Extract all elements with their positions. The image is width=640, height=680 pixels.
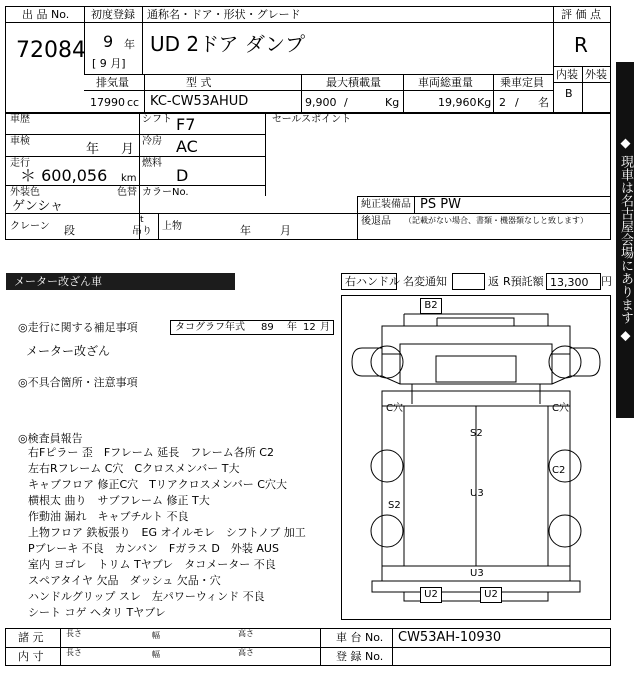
recycle-amount-box — [546, 273, 601, 290]
inspector-line: 上物フロア 鉄板張り EG オイルモレ シフトノブ 加工 — [28, 526, 306, 539]
displacement-label: 排気量 — [96, 76, 129, 89]
inspector-line: 左右Rフレーム C穴 Cクロスメンバー T大 — [28, 462, 240, 475]
divider — [5, 213, 611, 214]
inspector-line: キャブフロア 修正C穴 Tリアクロスメンバー C穴大 — [28, 478, 287, 491]
inspector-line: シート コゲ ヘタリ Tヤブレ — [28, 606, 166, 619]
chassis-number: CW53AH-10930 — [398, 630, 502, 645]
damage-code-c-hole-right: C穴 — [552, 403, 569, 414]
location-sidebar — [616, 62, 634, 418]
inspector-line: 室内 ヨゴレ トリム Tヤブレ タコメーター 不良 — [28, 558, 276, 571]
vehicle-diagram — [341, 295, 611, 620]
crane-stage: 段 — [64, 224, 75, 237]
damage-code-c2-right: C2 — [552, 465, 566, 476]
max-load-slash: / — [344, 96, 348, 109]
length-label: 長さ — [66, 629, 82, 638]
divider — [84, 74, 553, 75]
gross-weight-label: 車両総重量 — [418, 76, 473, 89]
divider — [5, 156, 266, 157]
max-load-value: 9,900 — [305, 96, 337, 109]
divider — [320, 628, 321, 666]
genuine-equip-value: PS PW — [420, 197, 461, 212]
lot-label: 出 品 No. — [22, 8, 70, 21]
capacity-value: 2 — [499, 96, 506, 109]
tacho-box — [170, 320, 334, 335]
overall-grade: R — [574, 33, 588, 57]
tacho-year: 89 — [261, 322, 274, 333]
first-reg-year: 9 — [103, 32, 114, 51]
mileage-unit: km — [121, 173, 137, 184]
sales-point-label: セールスポイント — [272, 114, 352, 125]
divider — [84, 22, 553, 23]
inspection-year-unit: 年 — [86, 142, 100, 157]
name-change-label: 名変通知 — [403, 275, 447, 288]
divider — [357, 196, 611, 197]
name-change-box — [452, 273, 485, 290]
gross-weight-unit: Kg — [477, 96, 492, 109]
upper-month: 月 — [280, 224, 291, 237]
width-label: 幅 — [152, 650, 160, 659]
crane-ton-top: t — [140, 215, 144, 225]
ext-color-value: ゲンシャ — [12, 199, 64, 214]
divider — [158, 213, 159, 240]
naigai-label: 内 寸 — [18, 650, 44, 663]
damage-code-u3-rear: U3 — [470, 568, 484, 579]
color-change-label: 色替 — [117, 187, 137, 198]
displacement-value: 17990 — [90, 96, 125, 109]
damage-code-c-hole-left: C穴 — [386, 403, 403, 414]
damage-code-s2-center: S2 — [470, 428, 483, 439]
divider — [5, 185, 266, 186]
divider — [60, 628, 61, 666]
divider — [553, 22, 611, 23]
divider — [493, 74, 494, 114]
history-label: 車歴 — [10, 114, 30, 125]
crane-label: クレーン — [10, 221, 50, 232]
length-label: 長さ — [66, 648, 82, 657]
aftermarket-note: （記載がない場合、書類・機器類なしと致します） — [404, 216, 588, 225]
damage-code-u3-center: U3 — [470, 488, 484, 499]
damage-code-u2-right: U2 — [480, 587, 502, 603]
height-label: 高さ — [238, 648, 254, 657]
inspector-title: ◎検査員報告 — [18, 432, 83, 445]
aftermarket-label: 後退品 — [361, 216, 391, 227]
damage-code-u2-left: U2 — [420, 587, 442, 603]
divider — [553, 82, 611, 83]
max-load-unit: Kg — [385, 96, 400, 109]
divider — [301, 74, 302, 114]
chassis-label: 車 台 No. — [336, 631, 384, 644]
inspection-month-unit: 月 — [121, 142, 135, 157]
divider — [5, 22, 85, 23]
right-handle-box — [341, 273, 400, 290]
driving-title: ◎走行に関する補足事項 — [18, 321, 138, 334]
first-reg-label: 初度登録 — [91, 8, 135, 21]
shift-label: シフト — [142, 114, 172, 125]
inspector-line: 作動油 漏れ キャブチルト 不良 — [28, 510, 189, 523]
ext-color-label: 外装色 — [10, 187, 40, 198]
fuel-label: 燃料 — [142, 158, 162, 169]
tacho-month: 12 — [303, 322, 316, 333]
inspector-line: ハンドルグリップ スレ 左パワーウィンド 不良 — [28, 590, 265, 603]
max-load-label: 最大積載量 — [326, 76, 381, 89]
displacement-unit: cc — [127, 96, 140, 109]
inspector-line: 横根太 曲り サブフレーム 修正 T大 — [28, 494, 210, 507]
divider — [5, 134, 266, 135]
capacity-unit: 名 — [538, 96, 549, 109]
defect-title: ◎不具合箇所・注意事項 — [18, 376, 138, 389]
damage-code-b2: B2 — [420, 298, 442, 314]
divider — [265, 112, 266, 196]
right-handle-text: 右ハンドル — [345, 275, 400, 288]
name-label: 通称名・ドア・形状・グレード — [147, 8, 301, 21]
first-reg-month: [ 9 月] — [92, 57, 126, 70]
divider — [357, 196, 358, 240]
inspector-line: 右Fピラー 歪 Fフレーム 延長 フレーム各所 C2 — [28, 446, 274, 459]
divider — [414, 196, 415, 213]
inspection-label: 車検 — [10, 136, 30, 147]
divider — [403, 74, 404, 114]
meter-tampered-text: メーター改ざん車 — [14, 275, 102, 288]
driving-note: メーター改ざん — [26, 344, 111, 358]
model-value: KC-CW53AHUD — [150, 94, 249, 109]
divider — [5, 647, 611, 648]
model-label: 型 式 — [186, 76, 212, 89]
color-no-label: カラーNo. — [142, 187, 189, 198]
divider — [582, 66, 583, 114]
height-label: 高さ — [238, 629, 254, 638]
registration-label: 登 録 No. — [336, 650, 384, 663]
meter-tampered-banner — [6, 273, 235, 290]
deposit-label: 返 — [488, 275, 499, 288]
capacity-label: 乗車定員 — [500, 76, 544, 89]
shift-value: F7 — [176, 115, 196, 134]
divider — [84, 90, 553, 91]
lot-number: 72084 — [16, 38, 86, 63]
inspector-line: スペアタイヤ 欠品 ダッシュ 欠品・穴 — [28, 574, 221, 587]
recycle-amount: 13,300 — [550, 276, 589, 289]
year-unit: 年 — [124, 38, 135, 51]
divider — [142, 6, 143, 74]
tacho-month-unit: 月 — [320, 322, 330, 333]
tacho-label: タコグラフ年式 — [175, 322, 245, 333]
recycle-unit: 円 — [601, 275, 612, 288]
location-text: ◆ 現車は名古屋会場にあります ◆ — [618, 136, 633, 344]
fuel-value: D — [176, 166, 189, 185]
mileage-label: 走行 — [10, 158, 30, 169]
grade-label: 評 価 点 — [561, 8, 601, 21]
inspector-line: Pブレーキ 不良 カンバン Fガラス D 外装 AUS — [28, 542, 279, 555]
ac-label: 冷房 — [142, 136, 162, 147]
interior-grade: B — [565, 87, 573, 100]
mileage-value: ＊ 600,056 — [20, 166, 108, 185]
genuine-equip-label: 純正装備品 — [361, 199, 411, 210]
tacho-year-unit: 年 — [287, 322, 297, 333]
interior-label: 内装 — [556, 68, 578, 81]
gross-weight-value: 19,960 — [438, 96, 477, 109]
capacity-slash: / — [515, 96, 519, 109]
divider — [144, 74, 145, 114]
vehicle-name: UD 2ドア ダンプ — [150, 32, 306, 56]
recycle-label: R預託額 — [503, 275, 544, 288]
crane-ton-bottom: 吊り — [132, 226, 152, 237]
divider — [392, 628, 393, 666]
damage-code-s2-left: S2 — [388, 500, 401, 511]
exterior-label: 外装 — [585, 68, 607, 81]
ac-value: AC — [176, 137, 198, 156]
upper-label: 上物 — [162, 221, 182, 232]
upper-year: 年 — [240, 224, 251, 237]
shogen-label: 諸 元 — [18, 631, 44, 644]
width-label: 幅 — [152, 631, 160, 640]
